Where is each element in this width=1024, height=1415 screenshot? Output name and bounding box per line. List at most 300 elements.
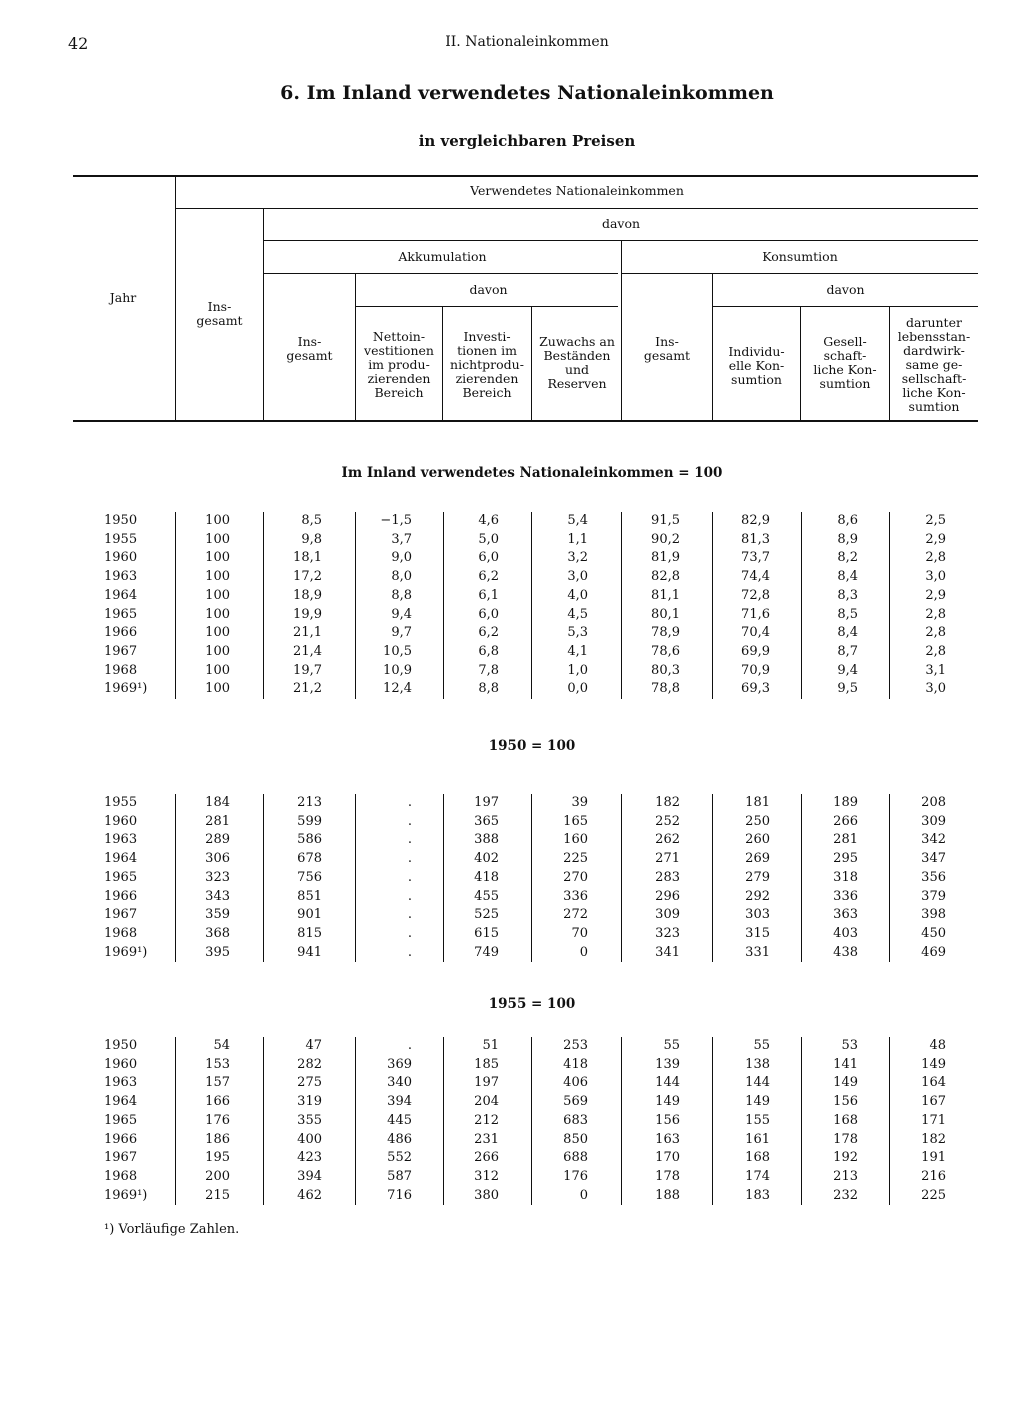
header-darunter: darunter lebensstan- dardwirk- same ge- sellschaft- liche Kon- sumtion [897,315,971,414]
header-divider [621,241,622,420]
cell-value: 8,3 [837,587,858,603]
cell-value: 355 [297,1112,322,1128]
cell-value: 552 [387,1150,412,1166]
cell-value: 100 [205,531,230,547]
cell-value: 139 [655,1056,680,1072]
cell-value: 0,0 [567,681,588,697]
cell-value: 756 [297,869,322,885]
cell-value: 3,0 [567,569,588,585]
cell-value: 295 [833,851,858,867]
cell-value: 225 [563,851,588,867]
cell-value: 149 [655,1094,680,1110]
cell-value: 174 [745,1168,770,1184]
cell-value: 270 [563,869,588,885]
cell-value: 347 [921,851,946,867]
cell-value: 369 [387,1056,412,1072]
cell-value: 525 [474,907,499,923]
cell-value: 398 [921,907,946,923]
cell-year: 1965 [104,606,138,622]
cell-value: 55 [663,1038,680,1053]
table-subtitle: in vergleichbaren Preisen [418,132,636,150]
cell-value: 181 [745,795,770,810]
cell-value: 212 [474,1112,499,1128]
cell-year: 1969¹) [104,944,148,960]
cell-value: 47 [305,1038,322,1053]
table-row [0,642,1024,661]
cell-value: 200 [205,1168,230,1184]
cell-value: 445 [387,1112,412,1128]
header-kons-davon: davon [826,282,865,297]
cell-value: 48 [929,1038,946,1053]
table-row [0,943,1024,962]
cell-value: 312 [474,1168,499,1184]
section-heading: Im Inland verwendetes Nationaleinkommen = 100 [341,465,723,481]
cell-value: 269 [745,851,770,867]
cell-year: 1950 [104,513,138,528]
cell-value: . [407,832,412,848]
cell-value: 166 [205,1094,230,1110]
cell-value: 149 [921,1056,946,1072]
cell-value: 323 [205,869,230,885]
header-gesellschaftliche: Gesell- schaft- liche Kon- sumtion [813,334,877,391]
cell-value: 80,3 [651,662,680,678]
table-row [0,1130,1024,1149]
cell-value: 156 [833,1094,858,1110]
cell-value: 12,4 [383,681,412,697]
cell-value: 69,9 [741,643,770,659]
cell-value: 90,2 [651,531,680,547]
cell-value: 192 [833,1150,858,1166]
cell-value: 19,9 [293,606,322,622]
cell-value: 266 [474,1150,499,1166]
section-heading: 1950 = 100 [488,738,576,754]
cell-value: 70,4 [741,625,770,641]
cell-value: 486 [387,1131,412,1147]
cell-value: 54 [213,1038,230,1053]
cell-value: 4,0 [567,587,588,603]
cell-value: 160 [563,832,588,848]
cell-value: 157 [205,1075,230,1091]
cell-value: 3,0 [925,681,946,697]
footnote: ¹) Vorläufige Zahlen. [104,1222,240,1237]
cell-value: 213 [297,795,322,810]
cell-value: 21,4 [293,643,322,659]
cell-value: 309 [921,813,946,829]
cell-value: 216 [921,1168,946,1184]
cell-value: 4,5 [567,606,588,622]
cell-value: 6,1 [478,587,499,603]
cell-value: 8,5 [301,513,322,528]
cell-value: 296 [655,888,680,904]
cell-value: 253 [563,1038,588,1053]
cell-value: 81,9 [651,550,680,566]
cell-value: 395 [205,944,230,960]
cell-value: 8,8 [478,681,499,697]
table-title: 6. Im Inland verwendetes Nationaleinkommen [280,82,774,104]
cell-value: 191 [921,1150,946,1166]
cell-value: 167 [921,1094,946,1110]
cell-value: 100 [205,550,230,566]
cell-value: 178 [655,1168,680,1184]
cell-value: 100 [205,625,230,641]
cell-value: 678 [297,851,322,867]
cell-year: 1968 [104,925,138,941]
cell-value: 197 [474,795,499,810]
cell-year: 1955 [104,531,138,547]
cell-value: . [407,869,412,885]
cell-value: 9,0 [391,550,412,566]
cell-value: 39 [571,795,588,810]
cell-value: 156 [655,1112,680,1128]
cell-value: 851 [297,888,322,904]
cell-value: 18,9 [293,587,322,603]
cell-value: 70 [571,925,588,941]
header-davon: davon [601,216,641,231]
cell-year: 1966 [104,625,138,641]
cell-value: 394 [387,1094,412,1110]
table-row [0,830,1024,849]
cell-value: 394 [297,1168,322,1184]
cell-value: 195 [205,1150,230,1166]
cell-value: 8,8 [391,587,412,603]
cell-value: 185 [474,1056,499,1072]
cell-value: 9,5 [837,681,858,697]
cell-value: 232 [833,1187,858,1203]
cell-value: 155 [745,1112,770,1128]
cell-value: 368 [205,925,230,941]
cell-value: 2,8 [925,625,946,641]
cell-value: 6,2 [478,625,499,641]
cell-value: 402 [474,851,499,867]
cell-value: 380 [474,1187,499,1203]
cell-value: 356 [921,869,946,885]
cell-value: 901 [297,907,322,923]
header-verwendetes: Verwendetes Nationaleinkommen [470,183,684,198]
cell-value: 100 [205,587,230,603]
cell-value: 74,4 [741,569,770,585]
table-row [0,511,1024,530]
cell-value: 6,0 [478,550,499,566]
cell-value: 343 [205,888,230,904]
cell-value: 100 [205,513,230,528]
cell-value: 7,8 [478,662,499,678]
cell-value: 72,8 [741,587,770,603]
cell-year: 1960 [104,1056,138,1072]
cell-value: 144 [655,1075,680,1091]
table-row [0,530,1024,549]
cell-value: 176 [205,1112,230,1128]
cell-value: 342 [921,832,946,848]
header-nettoinvestitionen: Nettoin- vestitionen im produ- zierenden Bereich [364,329,434,400]
cell-value: 55 [753,1038,770,1053]
header-rule [713,306,978,307]
cell-value: 455 [474,888,499,904]
cell-value: 81,1 [651,587,680,603]
table-row [0,1186,1024,1205]
header-rule [622,273,978,274]
cell-year: 1964 [104,587,138,603]
cell-value: 171 [921,1112,946,1128]
cell-value: 406 [563,1075,588,1091]
cell-value: 183 [745,1187,770,1203]
cell-value: 100 [205,606,230,622]
header-konsumtion: Konsumtion [762,249,838,264]
cell-value: . [407,888,412,904]
cell-value: 149 [833,1075,858,1091]
header-insgesamt: Ins- gesamt [196,299,243,328]
cell-value: 0 [579,944,588,960]
cell-value: 462 [297,1187,322,1203]
cell-value: 281 [833,832,858,848]
cell-value: 153 [205,1056,230,1072]
cell-value: . [407,851,412,867]
cell-value: 418 [474,869,499,885]
cell-value: 8,2 [837,550,858,566]
cell-value: 309 [655,907,680,923]
cell-value: 275 [297,1075,322,1091]
table-row [0,887,1024,906]
cell-value: 82,9 [741,513,770,528]
cell-value: 4,1 [567,643,588,659]
cell-value: 303 [745,907,770,923]
cell-value: 8,9 [837,531,858,547]
cell-value: 51 [482,1038,499,1053]
cell-value: 2,9 [925,531,946,547]
cell-year: 1960 [104,813,138,829]
cell-value: 164 [921,1075,946,1091]
cell-value: 266 [833,813,858,829]
cell-year: 1950 [104,1038,138,1053]
cell-value: −1,5 [380,513,412,528]
cell-value: 1,1 [567,531,588,547]
cell-value: 3,7 [391,531,412,547]
header-rule [356,306,618,307]
cell-value: 168 [745,1150,770,1166]
cell-value: 5,3 [567,625,588,641]
cell-value: 5,4 [567,513,588,528]
cell-value: 21,2 [293,681,322,697]
cell-year: 1967 [104,907,138,923]
cell-year: 1969¹) [104,1187,148,1203]
cell-year: 1963 [104,569,138,585]
cell-value: 141 [833,1056,858,1072]
cell-value: 340 [387,1075,412,1091]
cell-year: 1967 [104,643,138,659]
cell-value: 3,0 [925,569,946,585]
cell-value: 815 [297,925,322,941]
cell-value: 9,8 [301,531,322,547]
table-row [0,567,1024,586]
cell-value: 586 [297,832,322,848]
cell-value: 359 [205,907,230,923]
cell-value: 18,1 [293,550,322,566]
cell-value: 231 [474,1131,499,1147]
cell-value: 73,7 [741,550,770,566]
cell-value: 176 [563,1168,588,1184]
cell-value: 319 [297,1094,322,1110]
page-number: 42 [68,34,89,53]
cell-value: 182 [921,1131,946,1147]
cell-value: 163 [655,1131,680,1147]
cell-value: . [407,925,412,941]
table-row [0,548,1024,567]
cell-value: 292 [745,888,770,904]
cell-value: 6,0 [478,606,499,622]
cell-value: 170 [655,1150,680,1166]
cell-value: 100 [205,569,230,585]
cell-value: 418 [563,1056,588,1072]
cell-value: 100 [205,643,230,659]
cell-value: 165 [563,813,588,829]
cell-value: 0 [579,1187,588,1203]
cell-value: 423 [297,1150,322,1166]
cell-value: 388 [474,832,499,848]
cell-value: 8,7 [837,643,858,659]
cell-year: 1968 [104,662,138,678]
running-head: II. Nationaleinkommen [445,34,609,50]
cell-year: 1969¹) [104,681,148,697]
cell-value: 225 [921,1187,946,1203]
table-row [0,1111,1024,1130]
cell-value: 8,4 [837,625,858,641]
cell-value: 2,9 [925,587,946,603]
cell-value: 197 [474,1075,499,1091]
cell-value: 250 [745,813,770,829]
cell-value: 279 [745,869,770,885]
cell-value: 70,9 [741,662,770,678]
cell-value: 450 [921,925,946,941]
table-row [0,1036,1024,1055]
table-row [0,586,1024,605]
cell-year: 1963 [104,832,138,848]
cell-value: 599 [297,813,322,829]
cell-value: 2,5 [925,513,946,528]
cell-value: 306 [205,851,230,867]
header-bottom-rule [73,420,978,422]
cell-value: 365 [474,813,499,829]
table-row [0,1073,1024,1092]
cell-value: 184 [205,795,230,810]
header-jahr: Jahr [109,290,137,305]
cell-value: 400 [297,1131,322,1147]
table-row [0,679,1024,698]
cell-value: 341 [655,944,680,960]
cell-value: 81,3 [741,531,770,547]
table-row [0,661,1024,680]
table-row [0,793,1024,812]
cell-value: 282 [297,1056,322,1072]
cell-value: 208 [921,795,946,810]
cell-value: 683 [563,1112,588,1128]
cell-value: 2,8 [925,606,946,622]
cell-value: . [407,907,412,923]
cell-value: 78,8 [651,681,680,697]
cell-value: 5,0 [478,531,499,547]
cell-value: 716 [387,1187,412,1203]
cell-value: 4,6 [478,513,499,528]
cell-value: 587 [387,1168,412,1184]
header-zuwachs: Zuwachs an Beständen und Reserven [539,334,615,391]
cell-year: 1955 [104,795,138,810]
cell-value: 10,5 [383,643,412,659]
cell-value: 182 [655,795,680,810]
cell-value: 91,5 [651,513,680,528]
cell-value: 17,2 [293,569,322,585]
cell-value: 323 [655,925,680,941]
cell-value: 289 [205,832,230,848]
cell-value: 215 [205,1187,230,1203]
cell-value: 3,2 [567,550,588,566]
header-kons-insgesamt: Ins- gesamt [643,334,691,363]
cell-value: 53 [841,1038,858,1053]
cell-value: 271 [655,851,680,867]
table-row [0,812,1024,831]
cell-year: 1968 [104,1168,138,1184]
header-investitionen: Investi- tionen im nichtprodu- zierenden Bereich [450,329,524,400]
cell-value: 78,6 [651,643,680,659]
cell-value: 8,4 [837,569,858,585]
cell-value: 3,1 [925,662,946,678]
section-heading: 1955 = 100 [488,996,576,1012]
cell-value: 19,7 [293,662,322,678]
header-individuelle: Individu- elle Kon- sumtion [728,344,785,387]
cell-value: 941 [297,944,322,960]
cell-year: 1967 [104,1150,138,1166]
cell-value: . [407,944,412,960]
table-row [0,924,1024,943]
cell-value: 379 [921,888,946,904]
cell-value: 688 [563,1150,588,1166]
cell-value: 272 [563,907,588,923]
cell-value: 1,0 [567,662,588,678]
table-row [0,1055,1024,1074]
cell-year: 1966 [104,1131,138,1147]
cell-value: 149 [745,1094,770,1110]
cell-value: 252 [655,813,680,829]
cell-value: 138 [745,1056,770,1072]
cell-value: 10,9 [383,662,412,678]
cell-value: 213 [833,1168,858,1184]
cell-value: 8,6 [837,513,858,528]
cell-value: 331 [745,944,770,960]
cell-value: . [407,1038,412,1053]
cell-value: 21,1 [293,625,322,641]
header-divider [263,209,264,420]
cell-value: 8,0 [391,569,412,585]
cell-value: 615 [474,925,499,941]
cell-value: 336 [833,888,858,904]
cell-year: 1965 [104,869,138,885]
table-row [0,868,1024,887]
table-row [0,1092,1024,1111]
cell-value: 363 [833,907,858,923]
cell-value: 850 [563,1131,588,1147]
table-row [0,605,1024,624]
cell-value: 9,4 [391,606,412,622]
header-divider [175,176,176,420]
cell-value: 283 [655,869,680,885]
cell-year: 1966 [104,888,138,904]
cell-year: 1963 [104,1075,138,1091]
cell-value: 69,3 [741,681,770,697]
cell-value: 100 [205,662,230,678]
cell-value: 80,1 [651,606,680,622]
cell-value: 188 [655,1187,680,1203]
cell-value: 260 [745,832,770,848]
header-akk-davon: davon [469,282,508,297]
cell-value: 9,4 [837,662,858,678]
table-row [0,1167,1024,1186]
